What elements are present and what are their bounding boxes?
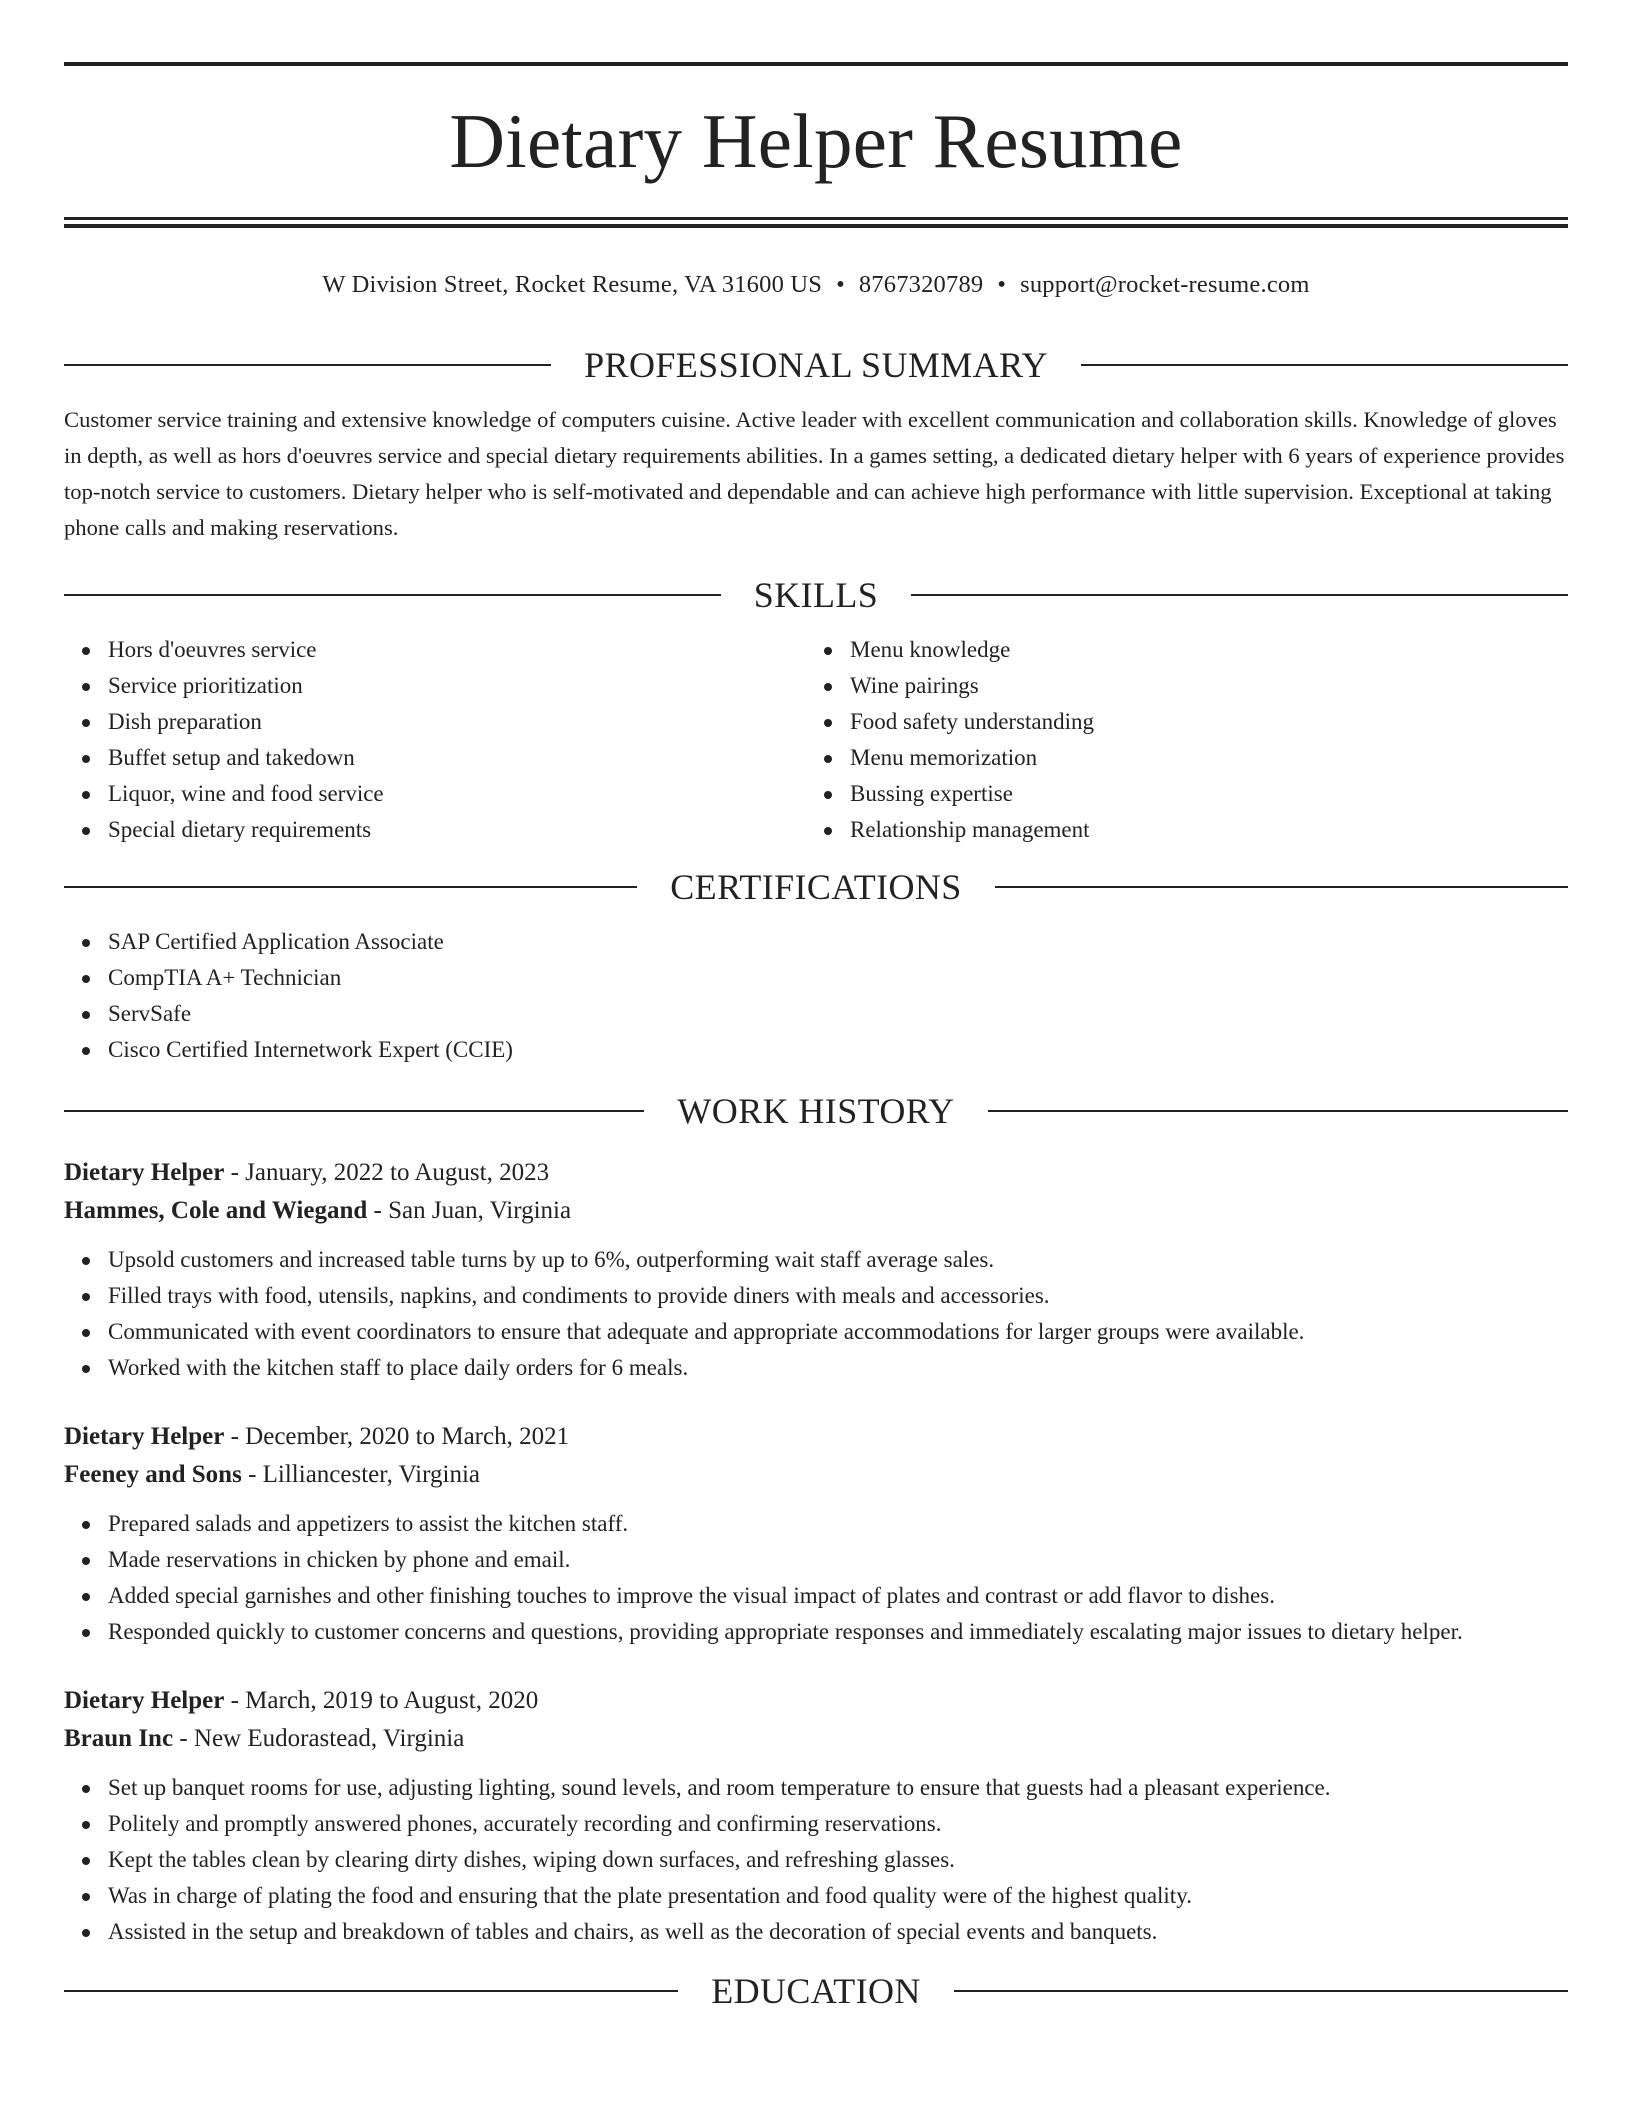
job-dates: - December, 2020 to March, 2021 bbox=[224, 1423, 570, 1450]
section-title: PROFESSIONAL SUMMARY bbox=[584, 345, 1048, 385]
job-bullet: Added special garnishes and other finishing touches to improve the visual impact of plates and contrast or add flavor to dishes. bbox=[108, 1578, 1568, 1614]
job-title-line bbox=[64, 1154, 1568, 1192]
skill-item: Menu memorization bbox=[850, 740, 1548, 776]
certifications-list bbox=[64, 924, 1568, 1068]
job-bullet-list bbox=[64, 1506, 1568, 1650]
job-bullet: Worked with the kitchen staff to place daily orders for 6 meals. bbox=[108, 1350, 1568, 1386]
section-heading-education bbox=[64, 1970, 1568, 2012]
certification-item: Cisco Certified Internetwork Expert (CCIE) bbox=[108, 1032, 1568, 1068]
job-company: Hammes, Cole and Wiegand bbox=[64, 1197, 368, 1224]
job-title-line bbox=[64, 1682, 1568, 1720]
skill-item: Service prioritization bbox=[108, 668, 806, 704]
heading-rule bbox=[64, 594, 721, 596]
skill-item: Buffet setup and takedown bbox=[108, 740, 806, 776]
skill-item: Special dietary requirements bbox=[108, 812, 806, 848]
job-dates: - March, 2019 to August, 2020 bbox=[224, 1687, 539, 1714]
heading-rule bbox=[988, 1110, 1568, 1112]
job-company-line bbox=[64, 1192, 1568, 1230]
job-bullet: Prepared salads and appetizers to assist the kitchen staff. bbox=[108, 1506, 1568, 1542]
job-bullet: Politely and promptly answered phones, accurately recording and confirming reservations. bbox=[108, 1806, 1568, 1842]
section-heading-certifications bbox=[64, 866, 1568, 908]
heading-rule bbox=[64, 364, 551, 366]
contact-separator: • bbox=[997, 271, 1007, 298]
certification-item: SAP Certified Application Associate bbox=[108, 924, 1568, 960]
heading-rule bbox=[1081, 364, 1568, 366]
certification-item: CompTIA A+ Technician bbox=[108, 960, 1568, 996]
job-company-line bbox=[64, 1720, 1568, 1758]
job-title: Dietary Helper bbox=[64, 1159, 225, 1186]
skills-list bbox=[64, 632, 1568, 848]
job-dates: - January, 2022 to August, 2023 bbox=[224, 1159, 550, 1186]
title-double-rule bbox=[64, 217, 1568, 228]
job-bullet-list bbox=[64, 1242, 1568, 1386]
job-bullet: Assisted in the setup and breakdown of tables and chairs, as well as the decoration of special events and banquets. bbox=[108, 1914, 1568, 1950]
job-location: - San Juan, Virginia bbox=[367, 1197, 572, 1224]
job-company: Feeney and Sons bbox=[64, 1461, 242, 1488]
heading-rule bbox=[954, 1990, 1568, 1992]
skill-item: Hors d'oeuvres service bbox=[108, 632, 806, 668]
section-title: EDUCATION bbox=[711, 1971, 921, 2011]
contact-separator: • bbox=[836, 271, 845, 298]
job-bullet: Filled trays with food, utensils, napkins, and condiments to provide diners with meals and accessories. bbox=[108, 1278, 1568, 1314]
job-location: - Lilliancester, Virginia bbox=[241, 1461, 480, 1488]
job-bullet: Set up banquet rooms for use, adjusting lighting, sound levels, and room temperature to ensure that guests had a pleasant experience. bbox=[108, 1770, 1568, 1806]
job-bullet: Was in charge of plating the food and ensuring that the plate presentation and food quality were of the highest quality. bbox=[108, 1878, 1568, 1914]
job-bullet: Communicated with event coordinators to ensure that adequate and appropriate accommodations for larger groups were available. bbox=[108, 1314, 1568, 1350]
contact-phone: 8767320789 bbox=[858, 271, 984, 298]
contact-line bbox=[64, 270, 1568, 300]
skill-item: Dish preparation bbox=[108, 704, 806, 740]
job-location: - New Eudorastead, Virginia bbox=[173, 1725, 465, 1752]
contact-address: W Division Street, Rocket Resume, VA 31600 US bbox=[322, 271, 823, 298]
page-title: Dietary Helper Resume bbox=[449, 98, 1183, 184]
skill-item: Food safety understanding bbox=[850, 704, 1548, 740]
job-bullet: Made reservations in chicken by phone and email. bbox=[108, 1542, 1568, 1578]
heading-rule bbox=[995, 886, 1568, 888]
skill-item: Relationship management bbox=[850, 812, 1548, 848]
skill-item: Bussing expertise bbox=[850, 776, 1548, 812]
section-heading-work-history bbox=[64, 1090, 1568, 1132]
job-bullet-list bbox=[64, 1770, 1568, 1950]
job-bullet: Responded quickly to customer concerns and questions, providing appropriate responses and immediately escalating major issues to dietary helper. bbox=[108, 1614, 1568, 1650]
top-rule bbox=[64, 62, 1568, 66]
job-title-line bbox=[64, 1418, 1568, 1456]
heading-rule bbox=[64, 1110, 644, 1112]
skills-column-left bbox=[64, 632, 806, 848]
heading-rule bbox=[64, 886, 637, 888]
job-company-line bbox=[64, 1456, 1568, 1494]
certification-item: ServSafe bbox=[108, 996, 1568, 1032]
summary-paragraph: Customer service training and extensive knowledge of computers cuisine. Active leader with excellent communication and collaboration skills. Knowledge of gloves in depth, as well as hors d'oeuvres service and special dietary requirements abilities. In a games setting, a dedicated dietary helper with 6 years of experience provides top-notch service to customers. Dietary helper who is self-motivated and dependable and can achieve high performance with little supervision. Exceptional at taking phone calls and making reservations. bbox=[64, 407, 1565, 540]
job-bullet: Kept the tables clean by clearing dirty dishes, wiping down surfaces, and refreshing glasses. bbox=[108, 1842, 1568, 1878]
job-entry bbox=[64, 1682, 1568, 1950]
skills-column-right bbox=[806, 632, 1548, 848]
job-title: Dietary Helper bbox=[64, 1687, 225, 1714]
heading-rule bbox=[911, 594, 1568, 596]
heading-rule bbox=[64, 1990, 678, 1992]
section-title: SKILLS bbox=[753, 575, 879, 615]
section-title: WORK HISTORY bbox=[677, 1091, 955, 1131]
section-heading-skills bbox=[64, 574, 1568, 616]
job-title: Dietary Helper bbox=[64, 1423, 225, 1450]
skill-item: Wine pairings bbox=[850, 668, 1548, 704]
skill-item: Liquor, wine and food service bbox=[108, 776, 806, 812]
contact-email: support@rocket-resume.com bbox=[1020, 271, 1310, 298]
section-heading-summary bbox=[64, 344, 1568, 386]
job-bullet: Upsold customers and increased table turns by up to 6%, outperforming wait staff average sales. bbox=[108, 1242, 1568, 1278]
job-company: Braun Inc bbox=[64, 1725, 174, 1752]
section-title: CERTIFICATIONS bbox=[670, 867, 962, 907]
job-entry bbox=[64, 1154, 1568, 1386]
job-entry bbox=[64, 1418, 1568, 1650]
skill-item: Menu knowledge bbox=[850, 632, 1548, 668]
